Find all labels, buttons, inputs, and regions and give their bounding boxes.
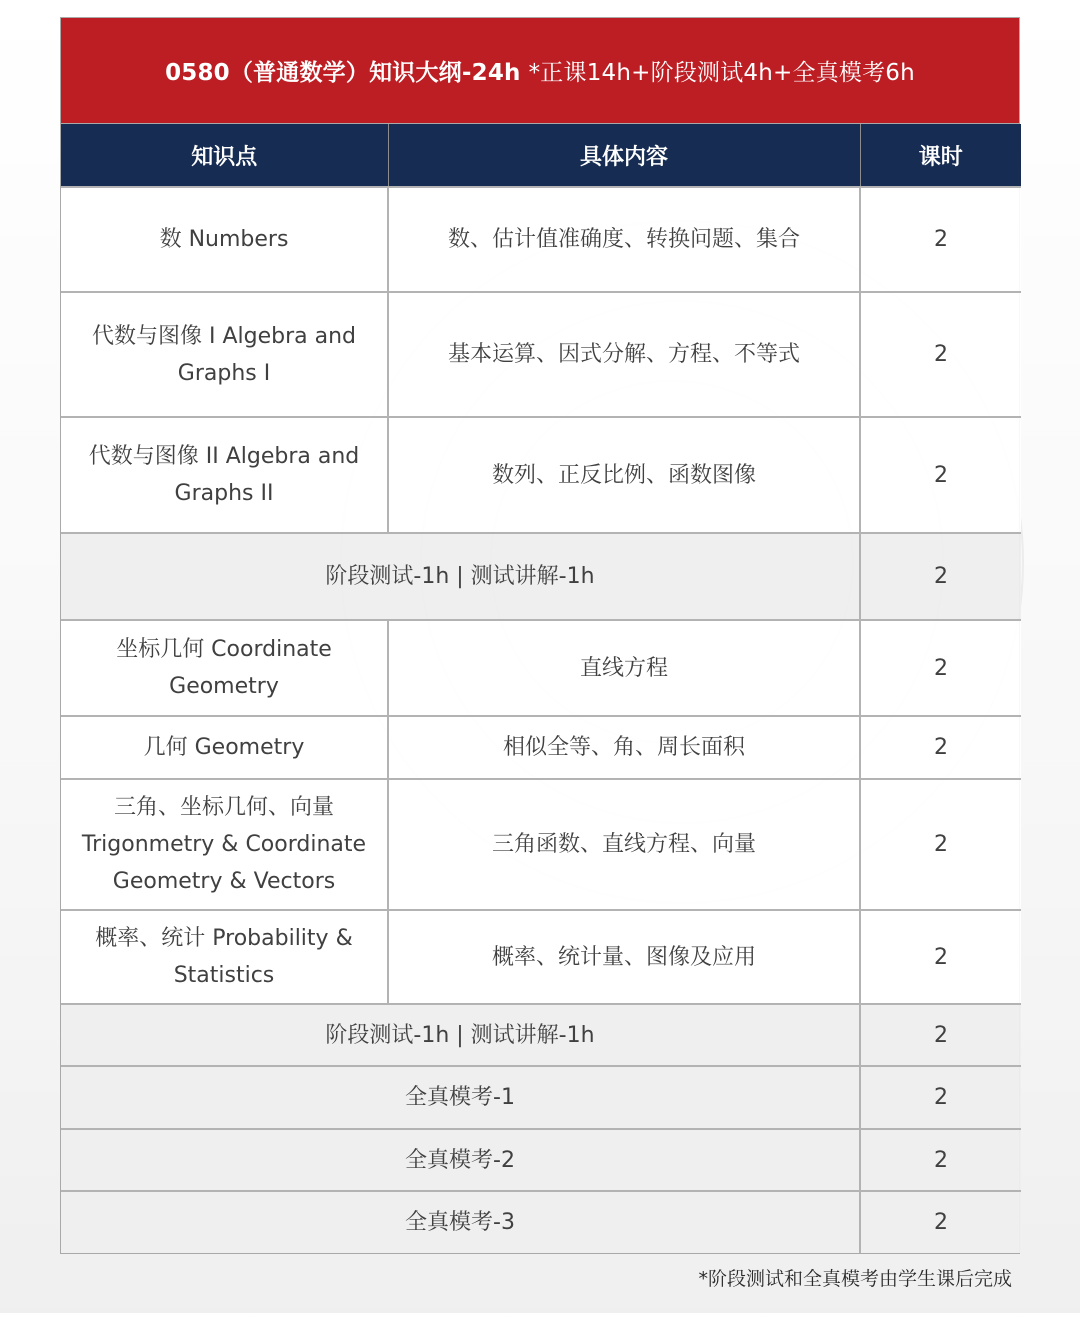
hours-cell: 2: [860, 1129, 1021, 1191]
merged-cell: 全真模考-3: [61, 1191, 860, 1253]
topic-cell: 代数与图像 I Algebra and Graphs I: [61, 292, 388, 417]
hours-cell: 2: [860, 1004, 1021, 1066]
topic-cell: 概率、统计 Probability & Statistics: [61, 910, 388, 1004]
table-row: [61, 187, 1021, 292]
syllabus-table: [61, 124, 1021, 1253]
merged-cell: 阶段测试-1h | 测试讲解-1h: [61, 533, 860, 620]
hours-cell: 2: [860, 620, 1021, 716]
hours-cell: 2: [860, 1066, 1021, 1129]
merged-cell: 阶段测试-1h | 测试讲解-1h: [61, 1004, 860, 1066]
topic-cell: 三角、坐标几何、向量 Trigonmetry & Coordinate Geometry & Vectors: [61, 779, 388, 910]
header-topic: 知识点: [61, 124, 388, 187]
merged-cell: 全真模考-1: [61, 1066, 860, 1129]
content-cell: 直线方程: [388, 620, 860, 716]
content-cell: 相似全等、角、周长面积: [388, 716, 860, 779]
hours-cell: 2: [860, 417, 1021, 533]
table-row: [61, 417, 1021, 533]
hours-cell: 2: [860, 716, 1021, 779]
content-cell: 三角函数、直线方程、向量: [388, 779, 860, 910]
table-row: [61, 779, 1021, 910]
table-row: [61, 1191, 1021, 1253]
hours-cell: 2: [860, 292, 1021, 417]
content-cell: 概率、统计量、图像及应用: [388, 910, 860, 1004]
content-cell: 基本运算、因式分解、方程、不等式: [388, 292, 860, 417]
table-row: [61, 533, 1021, 620]
header-content: 具体内容: [388, 124, 860, 187]
content-cell: 数列、正反比例、函数图像: [388, 417, 860, 533]
header-hours: 课时: [860, 124, 1021, 187]
topic-cell: 坐标几何 Coordinate Geometry: [61, 620, 388, 716]
table-row: [61, 716, 1021, 779]
topic-cell: 数 Numbers: [61, 187, 388, 292]
syllabus-sheet: [60, 17, 1020, 1254]
title-main: 0580（普通数学）知识大纲-24h: [165, 60, 521, 86]
hours-cell: 2: [860, 910, 1021, 1004]
table-row: [61, 292, 1021, 417]
hours-cell: 2: [860, 533, 1021, 620]
footnote: *阶段测试和全真模考由学生课后完成: [698, 1268, 1012, 1290]
content-cell: 数、估计值准确度、转换问题、集合: [388, 187, 860, 292]
title-subtitle: *正课14h+阶段测试4h+全真模考6h: [528, 60, 915, 86]
table-row: [61, 1129, 1021, 1191]
table-row: [61, 910, 1021, 1004]
hours-cell: 2: [860, 1191, 1021, 1253]
topic-cell: 几何 Geometry: [61, 716, 388, 779]
table-row: [61, 1004, 1021, 1066]
table-row: [61, 1066, 1021, 1129]
table-row: [61, 620, 1021, 716]
bottom-strip: [0, 1313, 1080, 1333]
table-body: [61, 187, 1021, 1253]
hours-cell: 2: [860, 779, 1021, 910]
topic-cell: 代数与图像 II Algebra and Graphs II: [61, 417, 388, 533]
hours-cell: 2: [860, 187, 1021, 292]
merged-cell: 全真模考-2: [61, 1129, 860, 1191]
header-row: [61, 124, 1021, 187]
title-bar: [61, 18, 1019, 124]
